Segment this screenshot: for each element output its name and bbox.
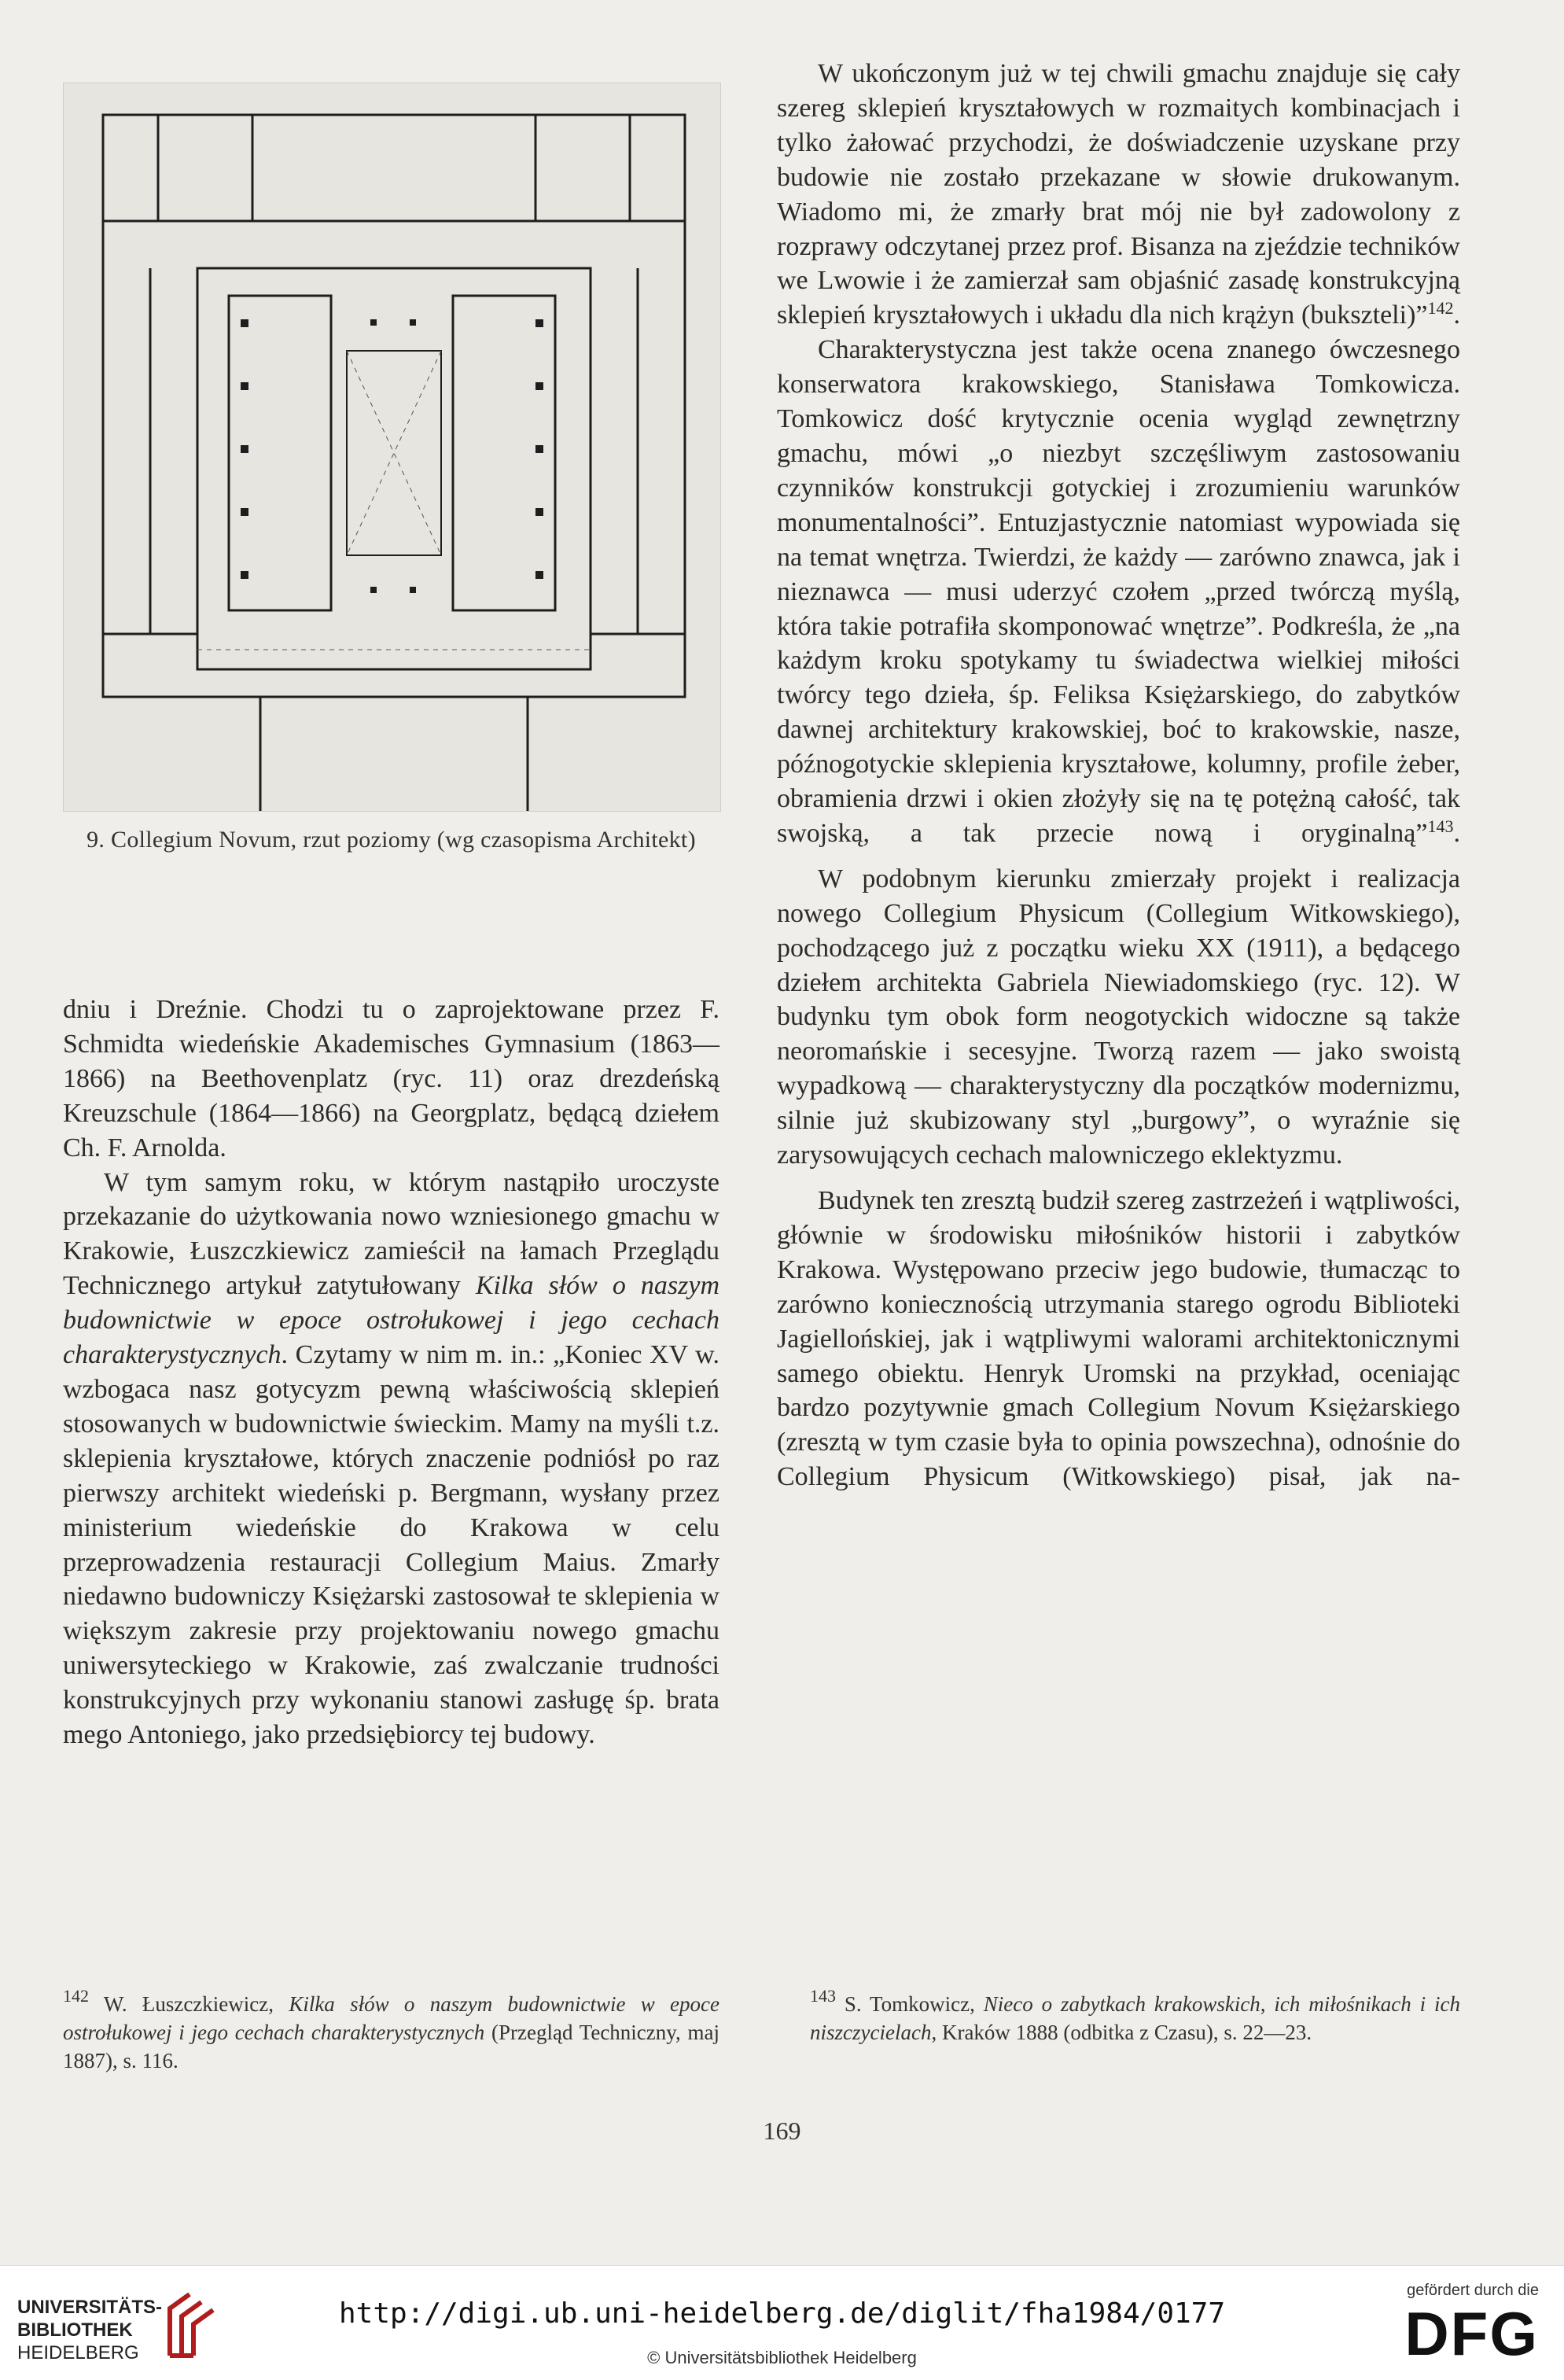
viewer-footer [0, 2265, 1564, 2380]
figure-caption: 9. Collegium Novum, rzut poziomy (wg czasopisma Architekt) [86, 827, 696, 853]
paragraph-6: Budynek ten zresztą budził szereg zastrzeżeń i wątpliwości, głównie w środowisku miłośników historii i zabytków Krakowa. Występowano przeciw jego budowie, tłumacząc to zarówno koniecznością utrzymania starego ogrodu Biblioteki Jagiellońskiej, jak i wątpliwymi walorami architektonicznymi samego obiektu. Henryk Uromski na przykład, oceniając bardzo pozytywnie gmach Collegium Novum Księżarskiego (zresztą w tym czasie była to opinia powszechna), odnośnie do Collegium Physicum (Witkowskiego) pisał, jak na- [777, 1186, 1460, 1492]
paragraph-2: W tym samym roku, w którym nastąpiło uroczyste przekazanie do użytkowania nowo wzniesionego gmachu w Krakowie, Łuszczkiewicz zamieścił na łamach Przeglądu Technicznego artykuł zatytułowany Kilka słów o naszym budownictwie w epoce ostrołukowej i jego cechach charakterystycznych. Czytamy w nim m. in.: „Koniec XV w. wzbogaca nasz gotycyzm pewną właściwością sklepień stosowanych w budownictwie świeckim. Mamy na myśli t.z. sklepienia kryształowe, których znaczenie podniósł po raz pierwszy architekt wiedeński p. Bergmann, wysłany przez ministerium wiedeńskie do Krakowa w celu przeprowadzenia restauracji Collegium Maius. Zmarły niedawno budowniczy Księżarski zastosował te sklepienia w większym zakresie przy projektowaniu nowego gmachu uniwersyteckiego w Krakowie, zaś zwalczanie trudności konstrukcyjnych przy wykonaniu stanowi zasługę śp. brata mego Antoniego, jako przedsiębiorcy tej budowy. [63, 1167, 720, 1750]
paragraph-3: W ukończonym już w tej chwili gmachu znajduje się cały szereg sklepień kryształowych w rozmaitych kombinacjach i tylko żałować przychodzi, że doświadczenie uzyskane przy budowie nie zostało przekazane w słowie drukowanym. Wiadomo mi, że zmarły brat mój nie był zadowolony z rozprawy odczytanej przez prof. Bisanza na zjeździe techników we Lwowie i że zamierzał sam objaśnić zasadę konstrukcyjną sklepień kryształowych i układu dla nich krążyn (bukszteli)”$^{142}$. [777, 59, 1460, 330]
right-column [777, 57, 1460, 1494]
paragraph-5: W podobnym kierunku zmierzały projekt i realizacja nowego Collegium Physicum (Collegium Witkowskiego), pochodzącego już z początku wieku XX (1911), a będącego dziełem architekta Gabriela Niewiadomskiego (ryc. 12). W budynku tym obok form neogotyckich widoczne są także neoromańskie i secesyjne. Tworzą razem — jako swoistą wypadkową — charakterystyczny dla początków modernizmu, silnie już skubizowany styl „burgowy”, o wyraźnie się zarysowujących cechach malowniczego eklektyzmu. [777, 864, 1460, 1170]
footnote-143: $^{143}$ S. Tomkowicz, Nieco o zabytkach krakowskich, ich miłośnikach i ich niszczycielach, Kraków 1888 (odbitka z Czasu), s. 22—23. [810, 1986, 1461, 2044]
page-permalink[interactable]: http://digi.ub.uni-heidelberg.de/diglit/fha1984/0177 [338, 2297, 1226, 2330]
dfg-logo[interactable]: DFG [1404, 2299, 1539, 2368]
article-title: Kilka słów o naszym budownictwie w epoce ostrołukowej i jego cechach charakterystycznych [63, 1271, 720, 1370]
footnote-ref-143: 143 [1427, 816, 1454, 836]
paragraph-4: Charakterystyczna jest także ocena znanego ówczesnego konserwatora krakowskiego, Stanisława Tomkowicza. Tomkowicz dość krytycznie ocenia wygląd zewnętrzny gmachu, mówi „o niezbyt szczęśliwym zastosowaniu czynników konstrukcji gotyckiej i zrozumieniu warunków monumentalności”. Entuzjastycznie natomiast wypowiada się na temat wnętrza. Twierdzi, że każdy — zarówno znawca, jak i nieznawca — musi uderzyć czołem „przed twórczą myślą, która takie potrafiła skomponować wnętrze”. Podkreśla, że „na każdym kroku spotykamy tu świadectwa wielkiej miłości twórcy tego dzieła, śp. Feliksa Księżarskiego, do zabytków dawnej architektury krakowskiej, boć to krakowskie, nasze, późnogotyckie sklepienia kryształowe, kolumny, profile żeber, obramienia drzwi i okien złożyły się na tę potężną całość, tak swojską, a tak przecie nową i oryginalną”$^{143}$. [777, 335, 1460, 848]
footnote-142: $^{142}$ W. Łuszczkiewicz, Kilka słów o naszym budownictwie w epoce ostrołukowej i jego cechach charakterystycznych (Przegląd Techniczny, maj 1887), s. 116. [63, 1986, 720, 2072]
floor-plan-figure [63, 83, 721, 812]
left-column [63, 993, 719, 1752]
footnote-ref-142: 142 [1427, 298, 1454, 319]
copyright-notice: © Universitätsbibliothek Heidelberg [647, 2348, 917, 2367]
library-name[interactable]: UNIVERSITÄTS- BIBLIOTHEK HEIDELBERG [17, 2297, 163, 2363]
paragraph-1: dniu i Dreźnie. Chodzi tu o zaprojektowane przez F. Schmidta wiedeńskie Akademisches Gymnasium (1863—1866) na Beethovenplatz (ryc. 11) oraz drezdeńską Kreuzschule (1864—1866) na Georgplatz, będącą dziełem Ch. F. Arnolda. [63, 995, 719, 1162]
funding-label: gefördert durch die [1407, 2282, 1539, 2299]
floor-plan-drawing [64, 83, 720, 811]
page-number: 169 [763, 2117, 801, 2145]
